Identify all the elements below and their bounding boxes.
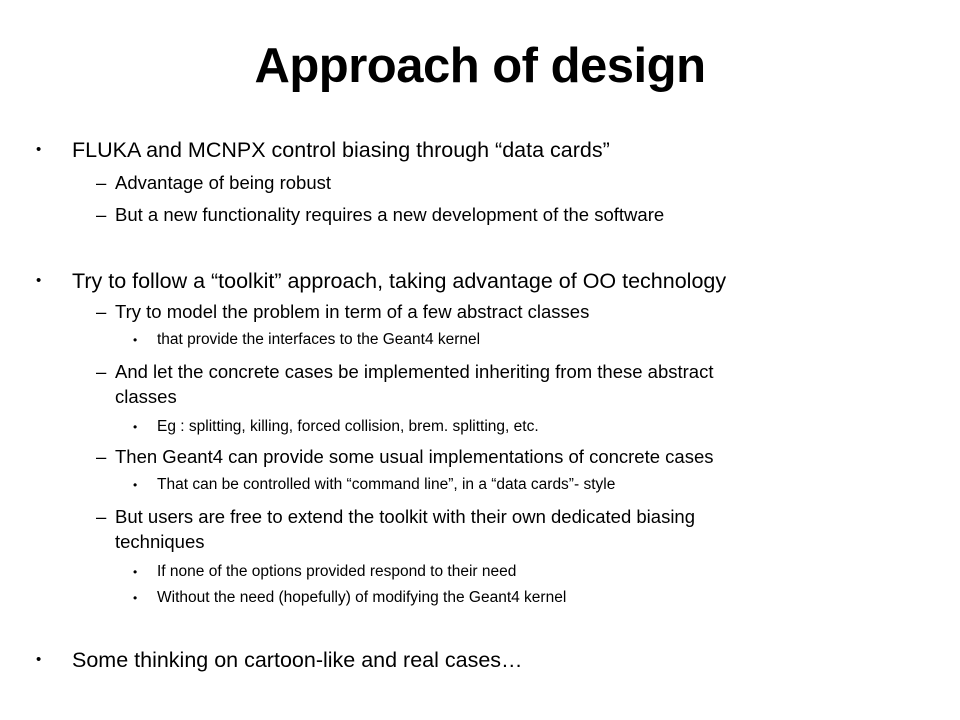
dash-icon: – <box>96 361 107 382</box>
bullet-2-sub-4-item-2: Without the need (hopefully) of modifying the Geant4 kernel <box>157 589 567 606</box>
dash-icon: – <box>96 204 107 225</box>
dash-icon: – <box>96 446 107 467</box>
small-bullet-icon: • <box>133 565 138 579</box>
bullet-2-sub-4-continued: techniques <box>115 531 205 552</box>
small-bullet-icon: • <box>133 478 138 492</box>
bullet-2-sub-1: Try to model the problem in term of a few abstract classes <box>115 301 590 322</box>
bullet-icon: • <box>36 651 42 668</box>
bullet-2-sub-2: And let the concrete cases be implemented inheriting from these abstract <box>115 361 714 382</box>
bullet-2-sub-4-item-1: If none of the options provided respond to their need <box>157 563 517 580</box>
bullet-2-sub-3-item-1: That can be controlled with “command line”, in a “data cards”- style <box>157 476 616 493</box>
small-bullet-icon: • <box>133 420 138 434</box>
dash-icon: – <box>96 172 107 193</box>
bullet-icon: • <box>36 272 42 289</box>
bullet-icon: • <box>36 141 42 158</box>
bullet-1-sub-2: But a new functionality requires a new development of the software <box>115 204 665 225</box>
slide-title: Approach of design <box>254 39 706 93</box>
bullet-2-text: Try to follow a “toolkit” approach, taking advantage of OO technology <box>72 269 727 293</box>
bullet-2-sub-2-item-1: Eg : splitting, killing, forced collision, brem. splitting, etc. <box>157 418 539 435</box>
bullet-1-sub-1: Advantage of being robust <box>115 172 331 193</box>
bullet-1-text: FLUKA and MCNPX control biasing through “data cards” <box>72 138 610 162</box>
small-bullet-icon: • <box>133 333 138 347</box>
bullet-2-sub-4: But users are free to extend the toolkit with their own dedicated biasing <box>115 506 696 527</box>
bullet-3-text: Some thinking on cartoon-like and real cases… <box>72 648 523 672</box>
bullet-2-sub-2-continued: classes <box>115 386 177 407</box>
bullet-2-sub-3: Then Geant4 can provide some usual implementations of concrete cases <box>115 446 714 467</box>
bullet-2-sub-1-item-1: that provide the interfaces to the Geant4 kernel <box>157 331 481 348</box>
small-bullet-icon: • <box>133 591 138 605</box>
dash-icon: – <box>96 506 107 527</box>
dash-icon: – <box>96 301 107 322</box>
